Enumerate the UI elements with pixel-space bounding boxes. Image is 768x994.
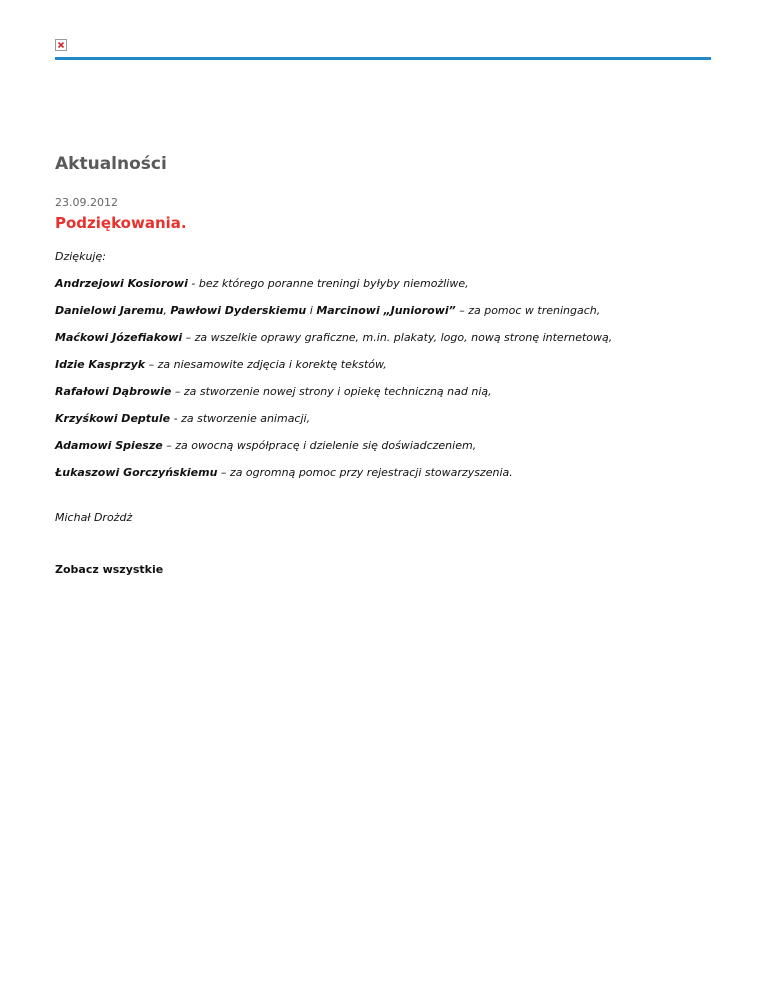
thanks-reason: – za niesamowite zdjęcia i korektę tekstów, — [145, 358, 387, 371]
thanks-person-name: Idzie Kasprzyk — [55, 358, 146, 371]
thanks-item — [55, 412, 745, 439]
thanks-person-name: Danielowi Jaremu — [55, 304, 164, 317]
post-date: 23.09.2012 — [55, 196, 118, 209]
thanks-person-name: Adamowi Spiesze — [55, 439, 163, 452]
thanks-reason: – za stworzenie nowej strony i opiekę techniczną nad nią, — [171, 385, 492, 398]
thanks-item — [55, 439, 745, 466]
post-intro: Dziękuję: — [55, 250, 106, 263]
thanks-separator: , — [163, 304, 171, 317]
thanks-person-name: Maćkowi Józefiakowi — [55, 331, 183, 344]
broken-image-icon[interactable] — [55, 39, 67, 51]
post-signature: Michał Drożdż — [55, 511, 133, 524]
thanks-person-name: Andrzejowi Kosiorowi — [55, 277, 188, 290]
thanks-person-name: Łukaszowi Gorczyńskiemu — [55, 466, 218, 479]
post-title[interactable]: Podziękowania. — [55, 214, 187, 232]
thanks-person-name: Rafałowi Dąbrowie — [55, 385, 172, 398]
header-divider — [55, 57, 711, 60]
thanks-reason: - bez którego poranne treningi byłyby niemożliwe, — [187, 277, 469, 290]
thanks-person-name: Marcinowi „Juniorowi” — [316, 304, 456, 317]
thanks-list — [55, 277, 745, 493]
thanks-item — [55, 331, 745, 358]
section-title: Aktualności — [55, 154, 167, 174]
thanks-reason: – za pomoc w treningach, — [455, 304, 601, 317]
see-all-link[interactable]: Zobacz wszystkie — [55, 563, 164, 576]
post-body — [55, 250, 745, 538]
thanks-item — [55, 277, 745, 304]
thanks-reason: – za owocną współpracę i dzielenie się doświadczeniem, — [162, 439, 477, 452]
thanks-item — [55, 304, 745, 331]
thanks-reason: – za wszelkie oprawy graficzne, m.in. plakaty, logo, nową stronę internetową, — [182, 331, 613, 344]
thanks-item — [55, 385, 745, 412]
thanks-person-name: Krzyśkowi Deptule — [55, 412, 171, 425]
thanks-separator: i — [306, 304, 317, 317]
thanks-item — [55, 358, 745, 385]
thanks-reason: – za ogromną pomoc przy rejestracji stowarzyszenia. — [217, 466, 513, 479]
close-x-icon — [57, 41, 65, 49]
thanks-item — [55, 466, 745, 493]
thanks-reason: - za stworzenie animacji, — [170, 412, 311, 425]
thanks-person-name: Pawłowi Dyderskiemu — [170, 304, 307, 317]
